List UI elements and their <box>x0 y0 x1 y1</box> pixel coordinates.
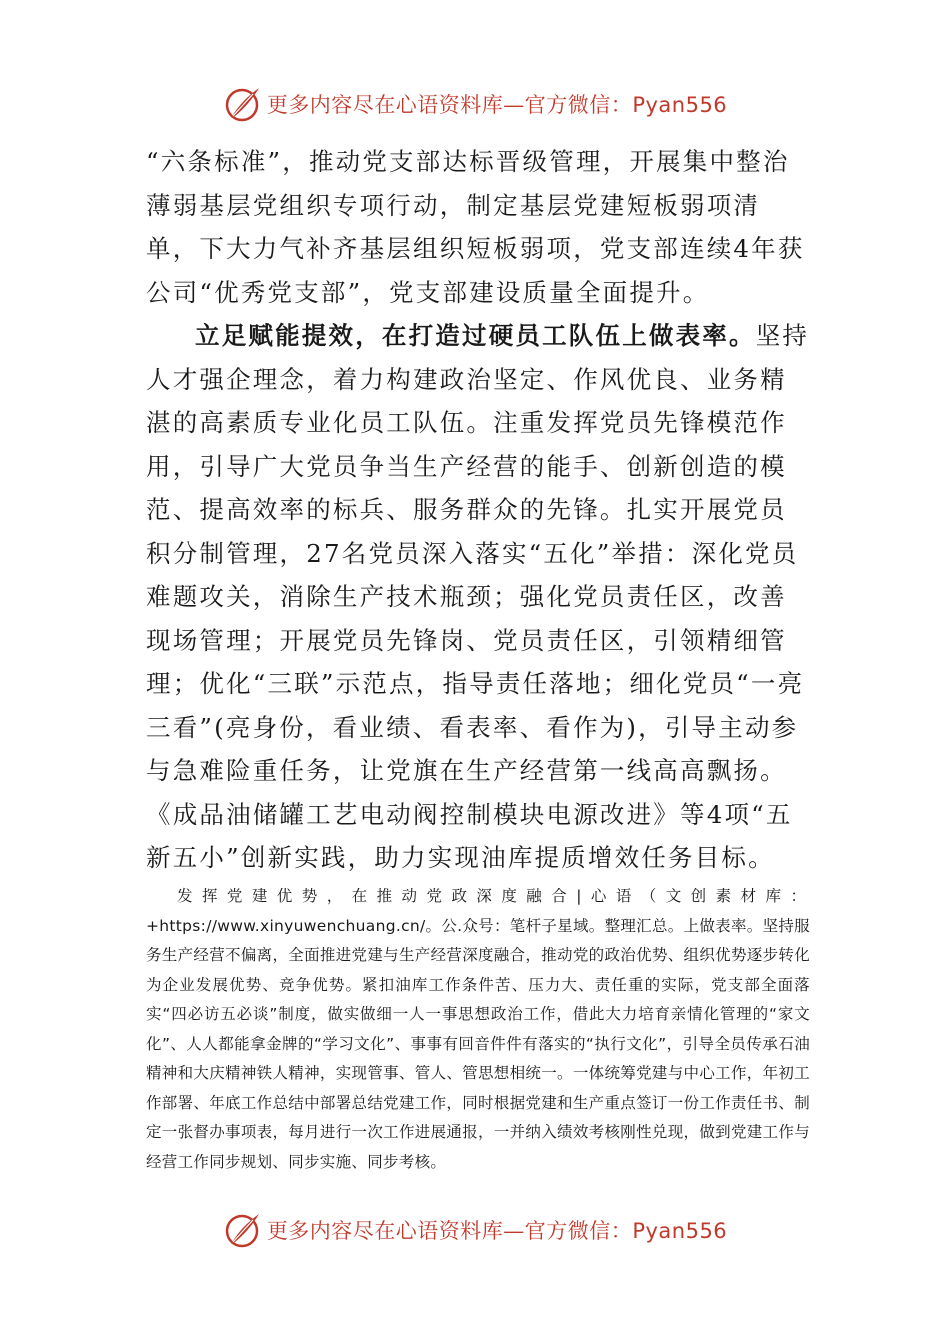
paragraph-body: 坚持人才强企理念，着力构建政治坚定、作风优良、业务精湛的高素质专业化员工队伍。注重发挥党员先锋模范作用，引导广大党员争当生产经营的能手、创新创造的模范、提高效率的标兵、服务群众的先锋。扎实开展党员积分制管理，27名党员深入落实“五化”举措：深化党员难题攻关，消除生产技术瓶颈；强化党员责任区，改善现场管理；开展党员先锋岗、党员责任区，引领精细管理；优化“三联”示范点，指导责任落地；细化党员“一亮三看”(亮身份，看业绩、看表率、看作为)，引导主动参与急难险重任务，让党旗在生产经营第一线高高飘扬。《成品油储罐工艺电动阀控制模块电源改进》等4项“五新五小”创新实践，助力实现油库提质增效任务目标。 <box>146 321 810 872</box>
footer-banner-text: 更多内容尽在心语资料库—官方微信：Pyan556 <box>266 1219 728 1243</box>
summary-block <box>146 882 810 1177</box>
main-text <box>146 140 810 880</box>
summary-lead: 发挥党建优势，在推动党政深度融合|心语（文创素材库： <box>177 887 810 905</box>
summary-paragraph <box>146 882 810 1177</box>
body-paragraph-2 <box>146 314 810 880</box>
body-paragraph-1: “六条标准”，推动党支部达标晋级管理，开展集中整治薄弱基层党组织专项行动，制定基层党建短板弱项清单，下大力气补齐基层组织短板弱项，党支部连续4年获公司“优秀党支部”，党支部建设质量全面提升。 <box>146 147 805 307</box>
header-banner <box>0 80 950 128</box>
footer-wechat-id: Pyan556 <box>632 1219 728 1243</box>
footer-banner <box>0 1206 950 1254</box>
paragraph-heading: 立足赋能提效，在打造过硬员工队伍上做表率。 <box>195 321 756 350</box>
quill-pen-logo-icon <box>223 84 263 124</box>
quill-pen-logo-icon <box>223 1210 263 1250</box>
header-wechat-id: Pyan556 <box>632 93 728 117</box>
header-banner-text: 更多内容尽在心语资料库—官方微信：Pyan556 <box>266 93 728 117</box>
summary-text: +https://www.xinyuwenchuang.cn/。公.众号：笔杆子星域。整理汇总。上做表率。坚持服务生产经营不偏离，全面推进党建与生产经营深度融合，推动党的政治优势、组织优势逐步转化为企业发展优势、竞争优势。紧扣油库工作条件苦、压力大、责任重的实际，党支部全面落实“四必访五必谈”制度，做实做细一人一事思想政治工作，借此大力培育亲情化管理的“家文化”、人人都能拿金牌的“学习文化”、事事有回音件件有落实的“执行文化”，引导全员传承石油精神和大庆精神铁人精神，实现管事、管人、管思想相统一。一体统筹党建与中心工作，年初工作部署、年底工作总结中部署总结党建工作，同时根据党建和生产重点签订一份工作责任书、制定一张督办事项表，每月进行一次工作进展通报，一并纳入绩效考核刚性兑现，做到党建工作与经营工作同步规划、同步实施、同步考核。 <box>146 916 810 1171</box>
